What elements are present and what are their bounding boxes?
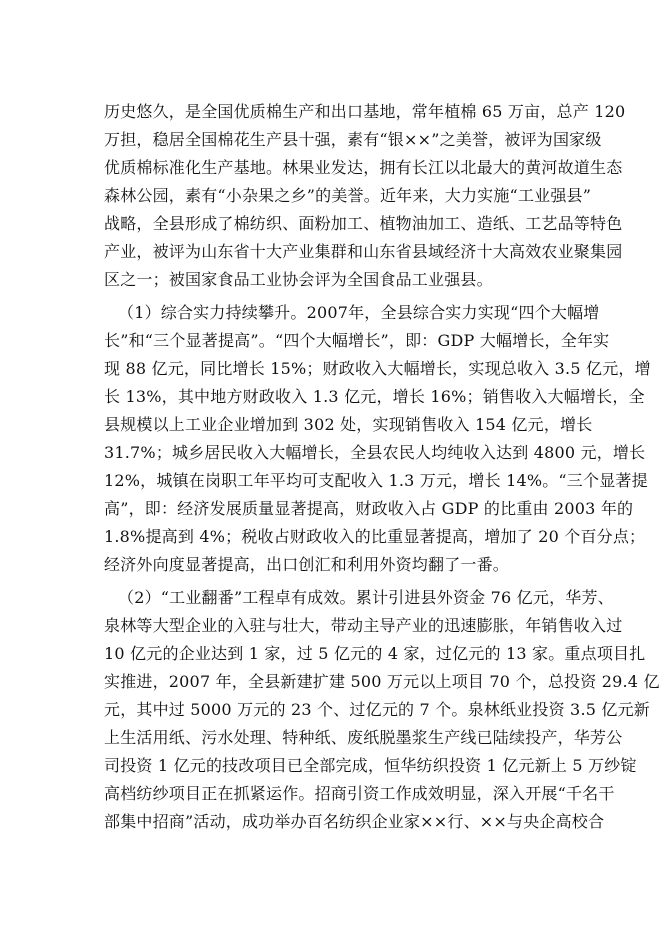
text-line: 现 88 亿元，同比增长 15%；财政收入大幅增长，实现总收入 3.5 亿元，增: [104, 359, 651, 378]
text-line: 森林公园，素有“小杂果之乡”的美誉。近年来，大力实施“工业强县”: [104, 186, 592, 205]
text-line: 经济外向度显著提高，出口创汇和利用外资均翻了一番。: [104, 555, 510, 574]
text-line: 高”，即：经济发展质量显著提高，财政收入占 GDP 的比重由 2003 年的: [104, 499, 634, 518]
text-line: 部集中招商”活动，成功举办百名纺织企业家××行、××与央企高校合: [104, 812, 605, 831]
text-line: 31.7%；城乡居民收入大幅增长，全县农民人均纯收入达到 4800 元，增长: [104, 443, 646, 462]
text-line: 区之一；被国家食品工业协会评为全国食品工业强县。: [104, 270, 493, 289]
paragraph-first-line: （1）综合实力持续攀升。2007年，全县综合实力实现“四个大幅增: [118, 303, 600, 322]
text-line: 战略，全县形成了棉纺织、面粉加工、植物油加工、造纸、工艺品等特色: [104, 214, 623, 233]
text-line: 优质棉标准化生产基地。林果业发达，拥有长江以北最大的黄河故道生态: [104, 158, 623, 177]
text-line: 历史悠久，是全国优质棉生产和出口基地，常年植棉 65 万亩，总产 120: [104, 102, 626, 121]
text-line: 10 亿元的企业达到 1 家，过 5 亿元的 4 家，过亿元的 13 家。重点项目扎: [104, 644, 646, 663]
text-line: 12%，城镇在岗职工年平均可支配收入 1.3 万元，增长 14%。“三个显著提: [104, 471, 648, 490]
text-line: 上生活用纸、污水处理、特种纸、废纸脱墨浆生产线已陆续投产，华芳公: [104, 728, 623, 747]
text-line: 县规模以上工业企业增加到 302 处，实现销售收入 154 亿元，增长: [104, 415, 593, 434]
text-line: 产业，被评为山东省十大产业集群和山东省县域经济十大高效农业聚集园: [104, 242, 623, 261]
text-line: 司投资 1 亿元的技改项目已全部完成，恒华纺织投资 1 亿元新上 5 万纱锭: [104, 756, 637, 775]
text-line: 高档纺纱项目正在抓紧运作。招商引资工作成效明显，深入开展“千名干: [104, 784, 615, 803]
text-line: 长”和“三个显著提高”。“四个大幅增长”，即：GDP 大幅增长，全年实: [104, 331, 610, 350]
text-line: 1.8%提高到 4%；税收占财政收入的比重显著提高，增加了 20 个百分点；: [104, 527, 646, 546]
text-line: 元，其中过 5000 万元的 23 个、过亿元的 7 个。泉林纸业投资 3.5 亿元新: [104, 700, 650, 719]
text-line: 长 13%，其中地方财政收入 1.3 亿元，增长 16%；销售收入大幅增长，全: [104, 387, 645, 406]
text-line: 实推进，2007 年，全县新建扩建 500 万元以上项目 70 个，总投资 29.4 亿: [104, 672, 660, 691]
text-line: 泉林等大型企业的入驻与壮大，带动主导产业的迅速膨胀，年销售收入过: [104, 616, 623, 635]
paragraph-first-line: （2）“工业翻番”工程卓有成效。累计引进县外资金 76 亿元，华芳、: [118, 588, 614, 607]
text-line: 万担，稳居全国棉花生产县十强，素有“银××”之美誉，被评为国家级: [104, 130, 602, 149]
